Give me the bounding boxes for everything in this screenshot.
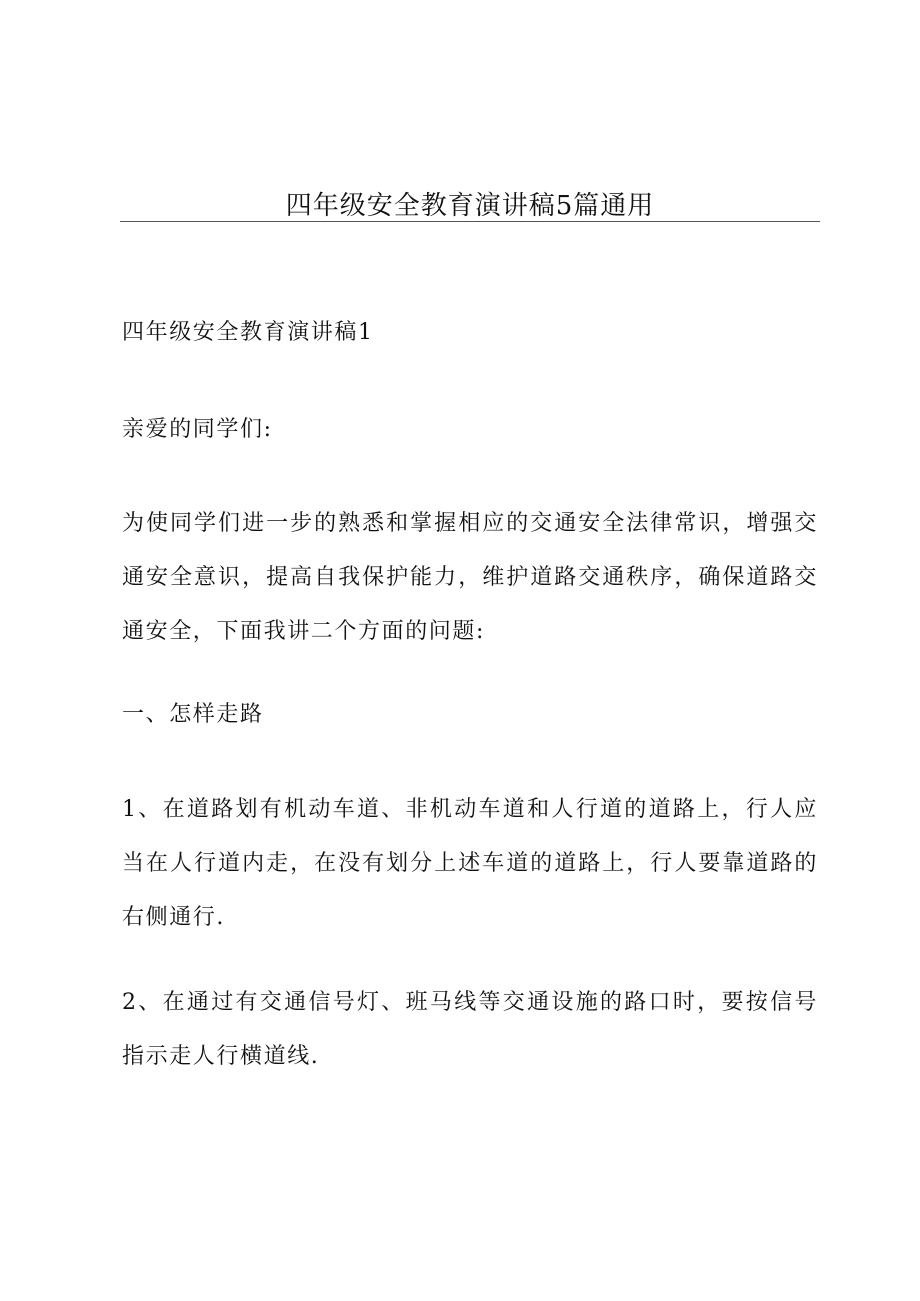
part-one-heading: 一、怎样走路 [122,702,264,727]
intro-paragraph: 为使同学们进一步的熟悉和掌握相应的交通安全法律常识，增强交通安全意识，提高自我保护能力，维护道路交通秩序，确保道路交通安全，下面我讲二个方面的问题: [122,511,818,644]
document-title: 四年级安全教育演讲稿5篇通用 [285,191,655,221]
greeting-text: 亲爱的同学们: [122,417,273,442]
rule-item-2: 2、在通过有交通信号灯、班马线等交通设施的路口时，要按信号指示走人行横道线. [122,990,818,1069]
section-heading: 四年级安全教育演讲稿1 [122,320,374,345]
rule-item-1: 1、在道路划有机动车道、非机动车道和人行道的道路上，行人应当在人行道内走，在没有划分上述车道的道路上，行人要靠道路的右侧通行. [122,797,818,930]
title-underline [120,221,820,222]
